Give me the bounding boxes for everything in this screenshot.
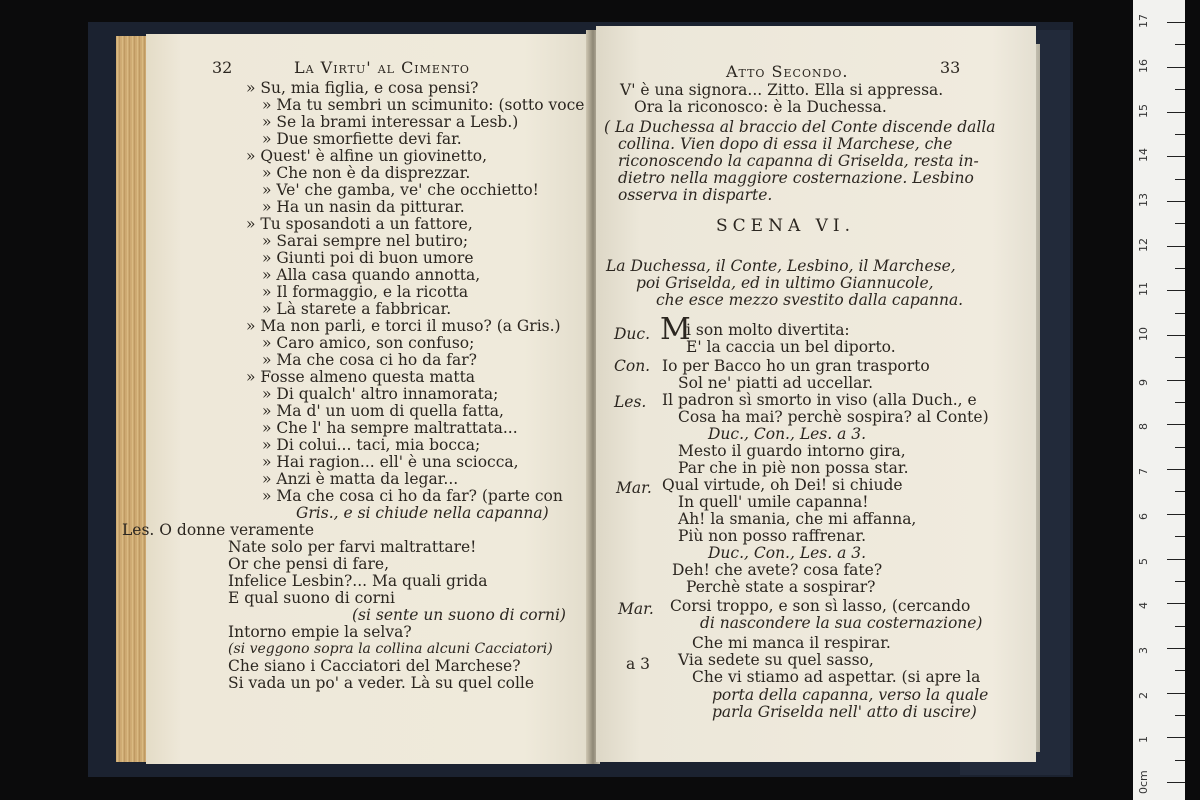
ruler-tick xyxy=(1167,603,1185,604)
ruler-tick xyxy=(1175,44,1185,45)
verse-line: Infelice Lesbin?... Ma quali grida xyxy=(228,572,488,590)
scene-cast-line: che esce mezzo svestito dalla capanna. xyxy=(656,291,964,309)
stage-direction: riconoscendo la capanna di Griselda, resta in- xyxy=(618,152,979,170)
ruler-tick xyxy=(1175,715,1185,716)
verse-line: » Ma che cosa ci ho da far? xyxy=(262,351,477,369)
verse-line: » Di qualch' altro innamorata; xyxy=(262,385,499,403)
verse-line: » Fosse almeno questa matta xyxy=(246,368,476,386)
ruler-number: 7 xyxy=(1137,468,1150,476)
verse-line: » Ve' che gamba, ve' che occhietto! xyxy=(262,181,539,199)
stage-direction: (si sente un suono di corni) xyxy=(352,606,566,624)
ruler-tick xyxy=(1175,491,1185,492)
ruler-tick xyxy=(1175,357,1185,358)
ruler-tick xyxy=(1175,447,1185,448)
ruler-tick xyxy=(1175,223,1185,224)
ruler-tick xyxy=(1175,89,1185,90)
left-running-head: La Virtu' al Cimento xyxy=(294,58,470,77)
page-edges-left xyxy=(116,36,150,762)
verse-line: » Che l' ha sempre maltrattata... xyxy=(262,419,518,437)
dialogue-line: Più non posso raffrenar. xyxy=(678,527,867,545)
ruler-tick xyxy=(1167,67,1185,68)
speaker-line: Les. O donne veramente xyxy=(122,521,315,539)
dialogue-line: In quell' umile capanna! xyxy=(678,493,869,511)
stage-direction: parla Griselda nell' atto di uscire) xyxy=(712,703,977,721)
verse-line: » Su, mia figlia, e cosa pensi? xyxy=(246,79,479,97)
ruler-tick xyxy=(1167,693,1185,694)
dialogue-line: Deh! che avete? cosa fate? xyxy=(672,561,883,579)
dialogue-line: Mesto il guardo intorno gira, xyxy=(678,442,906,460)
ruler-number: 15 xyxy=(1137,103,1150,118)
ruler-number: 6 xyxy=(1137,512,1150,520)
ruler-number: 1 xyxy=(1137,736,1150,744)
dialogue-line: Il padron sì smorto in viso (alla Duch., e xyxy=(662,391,977,409)
ruler-tick xyxy=(1175,670,1185,671)
measuring-ruler xyxy=(1133,0,1185,800)
verse-line: » Quest' è alfine un giovinetto, xyxy=(246,147,488,165)
verse-line: » Il formaggio, e la ricotta xyxy=(262,283,469,301)
ruler-tick xyxy=(1175,402,1185,403)
right-page-number: 33 xyxy=(940,58,961,77)
ruler-number: 16 xyxy=(1137,58,1150,73)
ruler-tick xyxy=(1167,246,1185,247)
ruler-tick xyxy=(1167,112,1185,113)
dialogue-line: E' la caccia un bel diporto. xyxy=(686,338,896,356)
speaker-label: Les. xyxy=(614,393,647,411)
verse-line: Ora la riconosco: è la Duchessa. xyxy=(634,98,887,116)
verse-line: » Anzi è matta da legar... xyxy=(262,470,459,488)
dialogue-line: Par che in piè non possa star. xyxy=(678,459,909,477)
verse-line: » Alla casa quando annotta, xyxy=(262,266,481,284)
verse-line: Si vada un po' a veder. Là su quel colle xyxy=(228,674,535,692)
ruler-tick xyxy=(1167,424,1185,425)
right-page xyxy=(596,26,1036,762)
stage-direction: dietro nella maggiore costernazione. Lesbino xyxy=(618,169,974,187)
ruler-tick xyxy=(1175,626,1185,627)
ruler-tick xyxy=(1167,514,1185,515)
verse-line: » Ma d' un uom di quella fatta, xyxy=(262,402,504,420)
dialogue-line: Qual virtude, oh Dei! si chiude xyxy=(662,476,903,494)
left-page xyxy=(122,34,591,764)
ruler-tick xyxy=(1175,313,1185,314)
verse-line: » Ma che cosa ci ho da far? (parte con xyxy=(262,487,563,505)
ensemble-label: Duc., Con., Les. a 3. xyxy=(708,544,867,562)
ruler-number: 3 xyxy=(1137,646,1150,654)
left-page-number: 32 xyxy=(212,58,233,77)
verse-line: E qual suono di corni xyxy=(228,589,395,607)
stage-direction: osserva in disparte. xyxy=(618,186,773,204)
ruler-tick xyxy=(1167,559,1185,560)
ruler-tick xyxy=(1167,737,1185,738)
ruler-number: 2 xyxy=(1137,691,1150,699)
ruler-number: 14 xyxy=(1137,148,1150,163)
verse-line: » Due smorfiette devi far. xyxy=(262,130,462,148)
ruler-tick xyxy=(1167,648,1185,649)
verse-line: » Ma non parli, e torci il muso? (a Gris.) xyxy=(246,317,561,335)
verse-line: Nate solo per farvi maltrattare! xyxy=(228,538,477,556)
ruler-number: 8 xyxy=(1137,423,1150,431)
stage-direction: ( La Duchessa al braccio del Conte discende dalla xyxy=(604,118,996,136)
ruler-tick xyxy=(1167,201,1185,202)
ruler-tick xyxy=(1175,536,1185,537)
stage-direction: porta della capanna, verso la quale xyxy=(712,686,989,704)
ruler-number: 9 xyxy=(1137,378,1150,386)
verse-line: » Tu sposandoti a un fattore, xyxy=(246,215,473,233)
verse-line: » Che non è da disprezzar. xyxy=(262,164,471,182)
ruler-tick xyxy=(1167,335,1185,336)
verse-line: » Hai ragion... ell' è una sciocca, xyxy=(262,453,519,471)
right-running-head: Atto Secondo. xyxy=(726,62,849,81)
ruler-tick xyxy=(1167,156,1185,157)
speaker-label: Mar. xyxy=(616,479,652,497)
dialogue-line: Ah! la smania, che mi affanna, xyxy=(678,510,917,528)
dialogue-line: Cosa ha mai? perchè sospira? al Conte) xyxy=(678,408,989,426)
scene-title: SCENA VI. xyxy=(716,216,856,236)
dialogue-line: i son molto divertita: xyxy=(686,321,850,339)
stage-direction: collina. Vien dopo di essa il Marchese, che xyxy=(618,135,953,153)
ruler-tick xyxy=(1175,134,1185,135)
verse-line: » Di colui... taci, mia bocca; xyxy=(262,436,481,454)
verse-line: » Là starete a fabbricar. xyxy=(262,300,452,318)
verse-line: » Ma tu sembri un scimunito: (sotto voce xyxy=(262,96,585,114)
ruler-tick xyxy=(1167,380,1185,381)
ruler-number: 13 xyxy=(1137,192,1150,207)
drop-cap: M xyxy=(660,312,691,347)
speaker-label: Mar. xyxy=(618,600,654,618)
dialogue-line: Che vi stiamo ad aspettar. (si apre la xyxy=(692,668,981,686)
ruler-number: 12 xyxy=(1137,237,1150,252)
dialogue-line: Via sedete su quel sasso, xyxy=(678,651,874,669)
verse-line: » Ha un nasin da pitturar. xyxy=(262,198,465,216)
stage-direction: (si veggono sopra la collina alcuni Cacciatori) xyxy=(228,641,553,657)
ruler-number: 17 xyxy=(1137,14,1150,29)
dialogue-line: Io per Bacco ho un gran trasporto xyxy=(662,357,930,375)
speaker-label: Con. xyxy=(614,357,651,375)
stage-direction: Gris., e si chiude nella capanna) xyxy=(296,504,549,522)
dialogue-line: Corsi troppo, e son sì lasso, (cercando xyxy=(670,597,971,615)
verse-line: Che siano i Cacciatori del Marchese? xyxy=(228,657,521,675)
verse-line: Or che pensi di fare, xyxy=(228,555,390,573)
ruler-number: 11 xyxy=(1137,282,1150,297)
speaker-label: Duc. xyxy=(614,325,651,343)
stage-direction: di nascondere la sua costernazione) xyxy=(700,614,983,632)
ruler-number: 10 xyxy=(1137,327,1150,341)
ruler-tick xyxy=(1167,22,1185,23)
ruler-unit-label: 0cm xyxy=(1137,770,1150,794)
ruler-tick xyxy=(1175,268,1185,269)
ruler-number: 5 xyxy=(1137,557,1150,565)
dialogue-line: Perchè state a sospirar? xyxy=(686,578,876,596)
scene-cast-line: poi Griselda, ed in ultimo Giannucole, xyxy=(636,274,934,292)
dialogue-line: Sol ne' piatti ad uccellar. xyxy=(678,374,874,392)
verse-line: » Giunti poi di buon umore xyxy=(262,249,474,267)
verse-line: Intorno empie la selva? xyxy=(228,623,412,641)
verse-line: » Caro amico, son confuso; xyxy=(262,334,475,352)
verse-line: » Sarai sempre nel butiro; xyxy=(262,232,469,250)
ensemble-label: Duc., Con., Les. a 3. xyxy=(708,425,867,443)
ruler-tick xyxy=(1175,581,1185,582)
verse-line: » Se la brami interessar a Lesb.) xyxy=(262,113,519,131)
speaker-label: a 3 xyxy=(626,655,651,673)
ruler-number: 4 xyxy=(1137,602,1150,610)
ruler-tick xyxy=(1175,760,1185,761)
dialogue-line: Che mi manca il respirar. xyxy=(692,634,891,652)
ruler-tick xyxy=(1167,469,1185,470)
ruler-tick xyxy=(1175,179,1185,180)
verse-line: V' è una signora... Zitto. Ella si appressa. xyxy=(620,81,944,99)
ruler-tick xyxy=(1167,782,1185,783)
scene-cast-line: La Duchessa, il Conte, Lesbino, il Marchese, xyxy=(606,257,956,275)
ruler-tick xyxy=(1167,290,1185,291)
